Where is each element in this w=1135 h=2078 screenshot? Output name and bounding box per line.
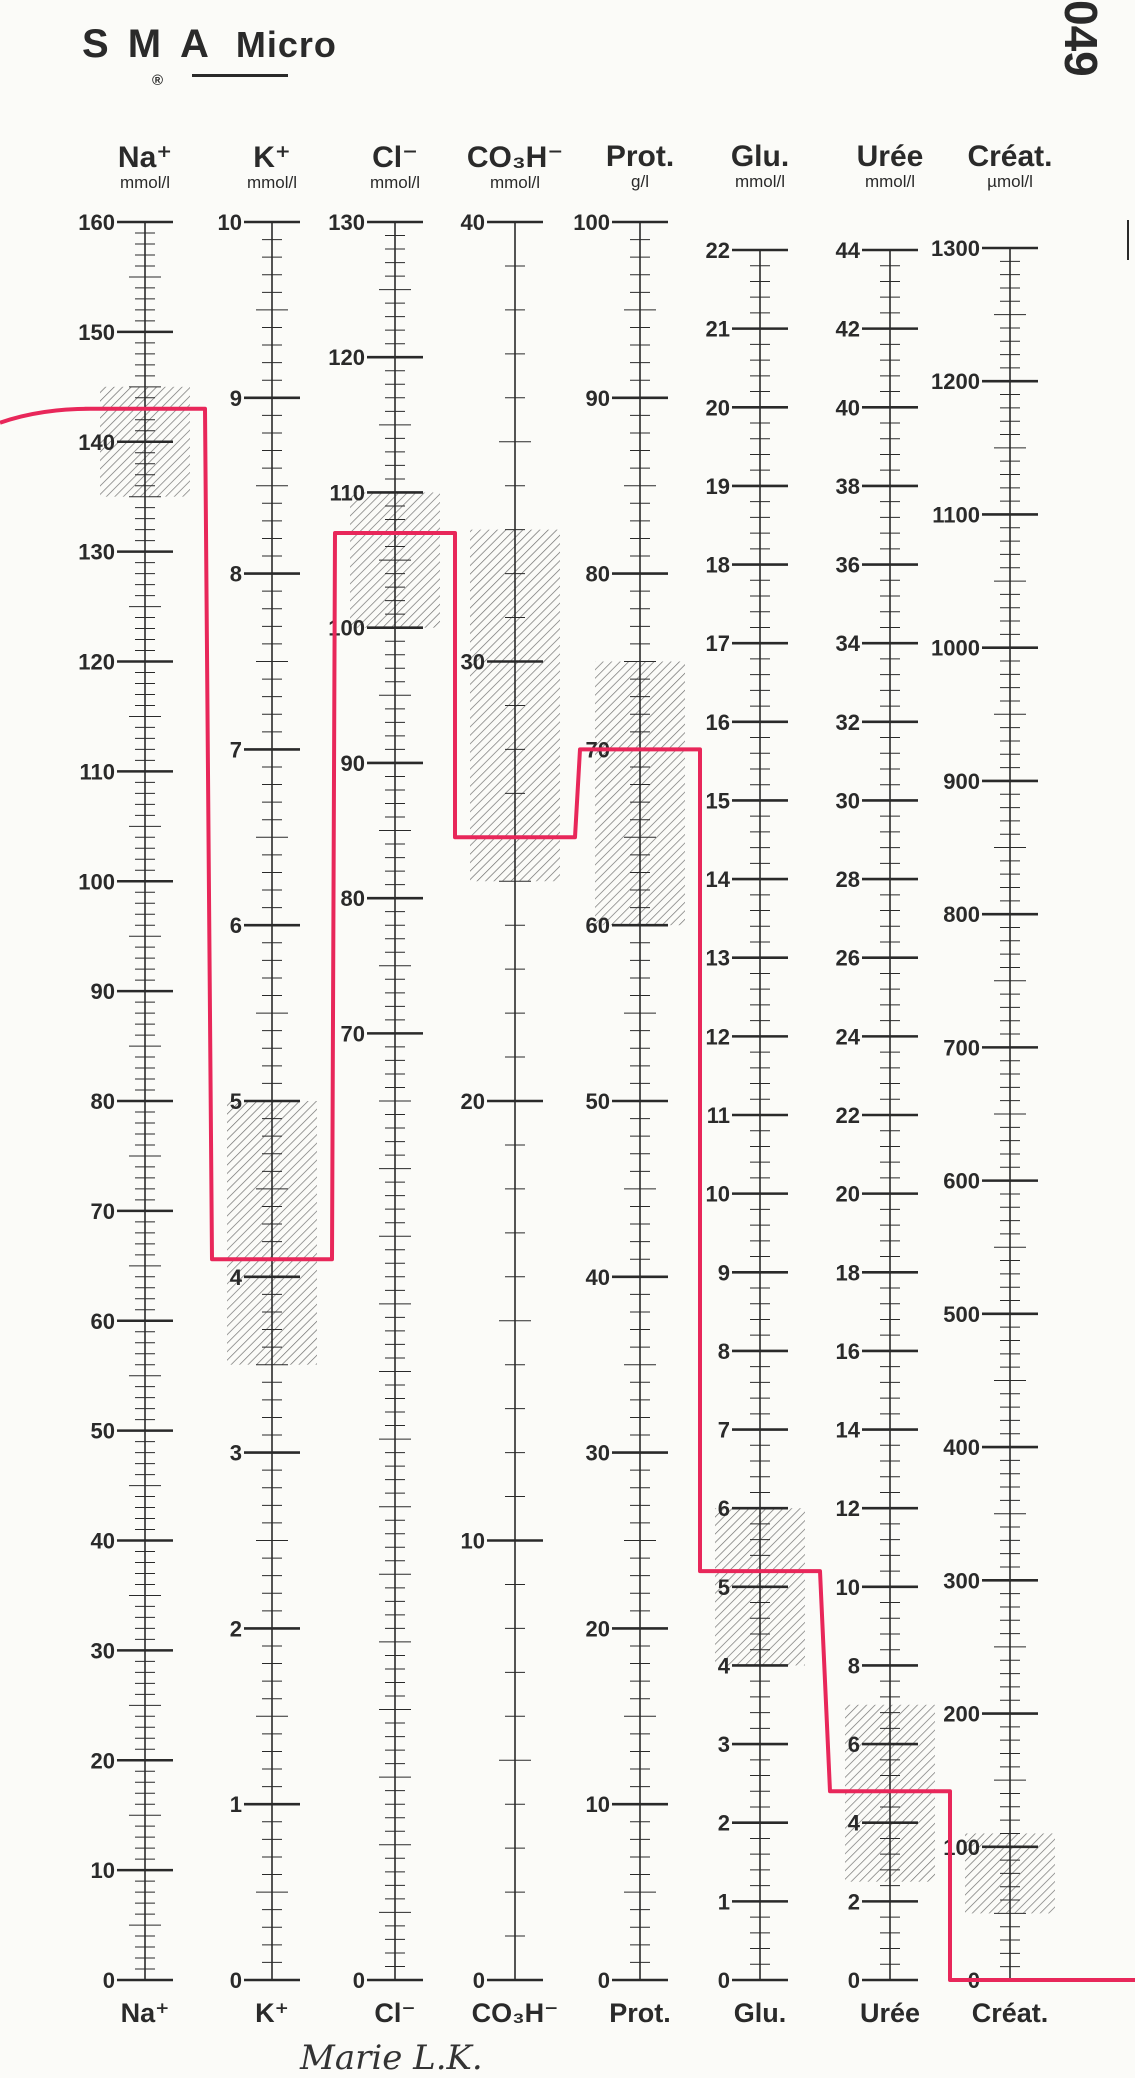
- registered-mark: ®: [152, 72, 164, 89]
- tick-label-prot: 10: [585, 1792, 610, 1818]
- column-name: Cl⁻: [372, 141, 418, 174]
- column-footer-creat: Créat.: [971, 1998, 1049, 2028]
- tick-label-na: 140: [78, 429, 115, 455]
- tick-label-glu: 2: [717, 1810, 730, 1836]
- tick-label-na: 130: [78, 539, 115, 565]
- column-footer-prot: Prot.: [609, 1998, 671, 2028]
- tick-label-uree: 14: [835, 1417, 860, 1443]
- tick-label-uree: 24: [835, 1024, 860, 1050]
- tick-label-uree: 26: [835, 945, 860, 971]
- tick-label-na: 120: [78, 649, 115, 675]
- column-unit: g/l: [631, 172, 649, 191]
- column-name: Urée: [856, 140, 924, 173]
- tick-label-prot: 80: [585, 561, 610, 587]
- tick-label-creat: 800: [943, 902, 980, 928]
- tick-label-uree: 10: [835, 1574, 860, 1600]
- column-header-creat: [955, 140, 1065, 192]
- scale-creat: [931, 236, 1055, 1993]
- scale-uree: [836, 238, 935, 1993]
- tick-label-na: 110: [79, 759, 115, 785]
- column-header-prot: [585, 140, 695, 192]
- brand-underline: [192, 74, 288, 77]
- scale-k: [218, 210, 317, 1993]
- tick-label-creat: 100: [943, 1834, 980, 1860]
- tick-label-prot: 90: [585, 385, 610, 411]
- tick-label-creat: 200: [943, 1701, 980, 1727]
- tick-label-uree: 34: [835, 631, 860, 657]
- column-footer-uree: Urée: [859, 1998, 921, 2028]
- column-unit: mmol/l: [864, 172, 916, 191]
- tick-label-uree: 18: [835, 1260, 860, 1286]
- brand-suffix: Micro: [235, 24, 337, 65]
- tick-label-cl: 110: [329, 480, 365, 506]
- tick-label-glu: 11: [706, 1103, 730, 1128]
- column-footer-co3h: CO₃H⁻: [471, 1998, 559, 2028]
- tick-label-uree: 32: [835, 709, 860, 735]
- brand-letter-m: M: [127, 22, 163, 66]
- tick-label-k: 6: [229, 913, 242, 939]
- tick-label-k: 9: [229, 385, 242, 411]
- tick-label-k: 8: [229, 561, 242, 587]
- tick-label-uree: 0: [847, 1968, 860, 1993]
- tick-label-k: 10: [217, 210, 242, 235]
- tick-label-na: 60: [90, 1308, 115, 1334]
- tick-label-k: 7: [229, 737, 242, 763]
- tick-label-cl: 80: [340, 886, 365, 912]
- tick-label-glu: 15: [705, 788, 730, 814]
- tick-label-glu: 19: [705, 473, 730, 499]
- column-unit: mmol/l: [734, 172, 786, 191]
- tick-label-glu: 13: [705, 945, 730, 971]
- tick-label-na: 90: [90, 979, 115, 1005]
- tick-label-co3h: 0: [472, 1968, 485, 1993]
- tick-label-uree: 4: [847, 1810, 860, 1836]
- tick-label-prot: 20: [585, 1616, 610, 1642]
- column-header-cl: [340, 140, 450, 193]
- tick-label-na: 10: [90, 1858, 115, 1884]
- tick-label-na: 20: [90, 1748, 115, 1774]
- tick-label-na: 50: [90, 1418, 115, 1444]
- tick-label-prot: 70: [585, 737, 610, 763]
- tick-label-glu: 5: [717, 1574, 730, 1600]
- tick-label-na: 0: [102, 1968, 115, 1993]
- tick-label-glu: 16: [705, 709, 730, 735]
- tick-label-co3h: 40: [460, 210, 485, 235]
- tick-label-uree: 2: [847, 1889, 860, 1915]
- tick-label-k: 4: [229, 1264, 242, 1290]
- tick-label-co3h: 30: [460, 649, 485, 675]
- column-name: Créat.: [967, 140, 1053, 173]
- tick-label-glu: 18: [705, 552, 730, 578]
- tick-label-uree: 30: [835, 788, 860, 814]
- tick-label-prot: 40: [585, 1264, 610, 1290]
- tick-label-creat: 1300: [931, 236, 980, 261]
- column-name: Glu.: [730, 140, 790, 173]
- column-unit: mmol/l: [369, 173, 421, 192]
- tick-label-uree: 6: [847, 1732, 860, 1758]
- column-name: Prot.: [605, 140, 675, 173]
- tick-label-uree: 36: [835, 552, 860, 578]
- column-header-glu: [705, 140, 815, 192]
- column-name: CO₃H⁻: [466, 141, 564, 174]
- tick-label-cl: 130: [328, 210, 365, 235]
- tick-label-creat: 900: [943, 768, 980, 794]
- tick-label-glu: 20: [705, 395, 730, 421]
- tick-label-co3h: 10: [460, 1528, 485, 1554]
- tick-label-creat: 700: [943, 1035, 980, 1061]
- tick-label-creat: 500: [943, 1301, 980, 1327]
- column-unit: mmol/l: [246, 173, 298, 192]
- column-unit: mmol/l: [489, 173, 541, 192]
- tick-label-glu: 21: [705, 316, 730, 342]
- sheet-number: 049: [1055, 0, 1107, 77]
- tick-label-prot: 0: [597, 1968, 610, 1993]
- scale-glu: [706, 238, 805, 1993]
- brand-title: [82, 22, 355, 67]
- tick-label-uree: 28: [835, 867, 860, 893]
- column-name: K⁺: [253, 141, 291, 174]
- tick-label-na: 40: [90, 1528, 115, 1554]
- tick-label-k: 0: [229, 1968, 242, 1993]
- tick-label-uree: 20: [835, 1181, 860, 1207]
- tick-label-glu: 9: [717, 1260, 730, 1286]
- tick-label-creat: 600: [943, 1168, 980, 1194]
- column-header-na: [90, 140, 200, 193]
- column-footer-cl: Cl⁻: [374, 1998, 416, 2028]
- tick-label-glu: 22: [705, 238, 730, 263]
- tick-label-glu: 10: [705, 1181, 730, 1207]
- tick-label-glu: 4: [717, 1653, 730, 1679]
- tick-label-creat: 0: [967, 1968, 980, 1993]
- tick-label-glu: 3: [717, 1732, 730, 1758]
- tick-label-k: 5: [229, 1089, 242, 1114]
- tick-label-cl: 100: [328, 615, 365, 641]
- column-header-co3h: [460, 140, 570, 193]
- brand-letter-a: A: [180, 22, 210, 66]
- tick-label-k: 2: [229, 1616, 242, 1642]
- tick-label-cl: 120: [328, 345, 365, 371]
- tick-label-creat: 1100: [932, 502, 980, 528]
- column-unit: µmol/l: [987, 172, 1033, 191]
- tick-label-glu: 7: [717, 1417, 730, 1443]
- tick-label-uree: 38: [835, 473, 860, 499]
- column-footer-na: Na⁺: [120, 1998, 170, 2028]
- column-unit: mmol/l: [119, 173, 171, 192]
- tick-label-uree: 22: [835, 1103, 860, 1128]
- tick-label-prot: 30: [585, 1440, 610, 1466]
- tick-label-glu: 17: [705, 631, 730, 657]
- tick-label-prot: 60: [585, 913, 610, 939]
- tick-label-uree: 8: [847, 1653, 860, 1679]
- scale-prot: [573, 210, 685, 1993]
- tick-label-glu: 0: [717, 1968, 730, 1993]
- tick-label-uree: 42: [835, 316, 860, 342]
- tick-label-creat: 300: [943, 1568, 980, 1594]
- column-header-uree: [835, 140, 945, 192]
- tick-label-uree: 44: [835, 238, 860, 263]
- tick-label-co3h: 20: [460, 1089, 485, 1114]
- tick-label-cl: 70: [340, 1021, 365, 1047]
- tick-label-na: 100: [78, 869, 115, 895]
- signature: Marie L.K.: [300, 2038, 483, 2078]
- tick-label-glu: 14: [705, 867, 730, 893]
- column-name: Na⁺: [117, 141, 173, 174]
- tick-label-glu: 6: [717, 1496, 730, 1522]
- tick-label-k: 3: [229, 1440, 242, 1466]
- tick-label-na: 150: [78, 319, 115, 345]
- tick-label-uree: 12: [835, 1496, 860, 1522]
- column-header-k: [217, 140, 327, 193]
- tick-label-prot: 50: [585, 1089, 610, 1114]
- column-footer-glu: Glu.: [733, 1998, 787, 2028]
- tick-label-creat: 400: [943, 1435, 980, 1461]
- tick-label-na: 80: [90, 1089, 115, 1114]
- tick-label-prot: 100: [573, 210, 610, 235]
- tick-label-uree: 40: [835, 395, 860, 421]
- tick-label-creat: 1000: [931, 635, 980, 661]
- brand-letter-s: S: [82, 22, 110, 66]
- tick-label-cl: 90: [340, 750, 365, 776]
- tick-label-na: 30: [90, 1638, 115, 1664]
- tick-label-na: 160: [78, 210, 115, 235]
- tick-label-uree: 16: [835, 1338, 860, 1364]
- tick-label-k: 1: [229, 1792, 242, 1818]
- column-footer-k: K⁺: [255, 1998, 289, 2028]
- tick-label-glu: 8: [717, 1338, 730, 1364]
- tick-label-na: 70: [90, 1198, 115, 1224]
- scale-cl: [328, 210, 440, 1993]
- tick-label-cl: 0: [352, 1968, 365, 1993]
- tick-label-creat: 1200: [931, 369, 980, 395]
- scale-na: [78, 210, 190, 1993]
- tick-label-glu: 1: [717, 1889, 730, 1915]
- scale-co3h: [461, 210, 560, 1993]
- tick-label-glu: 12: [705, 1024, 730, 1050]
